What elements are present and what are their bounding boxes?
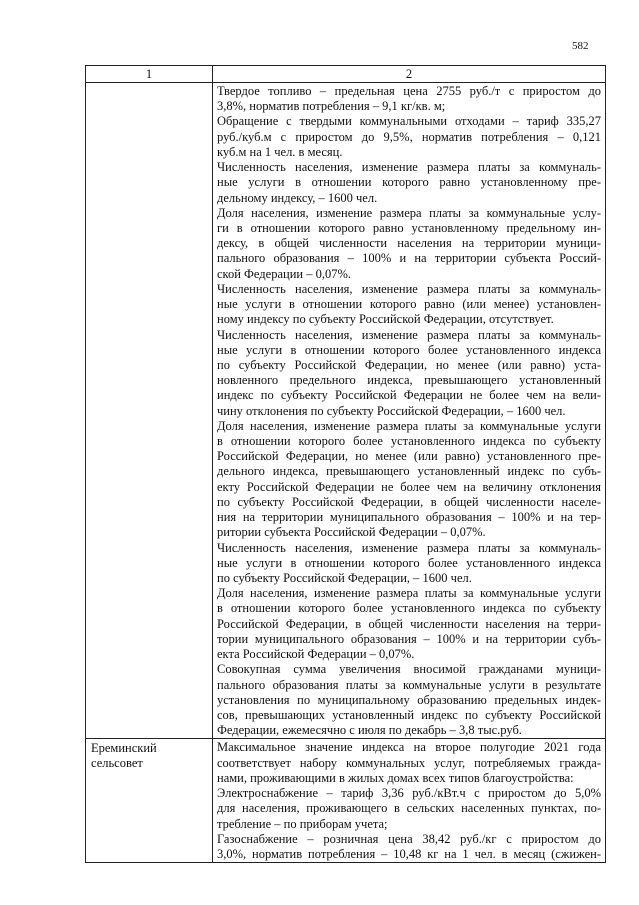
text-line: сов, превышающих установленный индекс по субъекту Российской [217,707,601,722]
text-line: для населения, проживающего в сельских населенных пунктах, по- [217,801,601,816]
text-line: дексу, в общей численности населения на территории муници- [217,236,601,251]
text-line: Российской Федерации, в общей численности населения на терри- [217,616,601,631]
text-line: куб.м на 1 чел. в месяц. [217,144,343,159]
text-line: индекс по субъекту Российской Федерации не более чем на вели- [217,388,601,403]
description-cell [213,739,606,863]
text-line: ги в отношении которого равно установленному предельному ин- [217,220,601,235]
text-line: Электроснабжение – тариф 3,36 руб./кВт.ч с приростом до 5,0% [217,786,601,801]
text-line: Доля населения, изменение размера платы за коммунальные услуги [217,418,601,433]
municipality-name-cell [86,83,213,739]
table-row [86,83,606,739]
text-line: Численность населения, изменение размера платы за коммуналь- [217,327,601,342]
text-line: ные услуги в отношении которого равно установленному пре- [217,175,601,190]
text-line: Численность населения, изменение размера платы за коммуналь- [217,281,601,296]
text-line: ному индексу по субъекту Российской Федерации, отсутствует. [217,312,554,327]
table-header-row [86,66,606,83]
text-line: Газоснабжение – розничная цена 38,42 руб./кг с приростом до [217,831,601,846]
text-line: руб./куб.м с приростом до 9,5%, норматив потребления – 0,121 [217,129,601,144]
text-line: установления по муниципальному образованию предельных индек- [217,692,601,707]
text-line: екта Российской Федерации – 0,07%. [217,647,415,662]
text-line: пального образования – 100% и на территории субъекта Россий- [217,251,601,266]
text-line: Федерации, ежемесячно с июля по декабрь – 3,8 тыс.руб. [217,723,522,738]
text-line: Численность населения, изменение размера платы за коммуналь- [217,540,601,555]
text-line: Доля населения, изменение размера платы за коммунальные услу- [217,205,601,220]
table-row [86,739,606,863]
column-header-2: 2 [213,66,606,83]
municipality-name-cell [86,739,213,863]
text-line: соответствует набору коммунальных услуг, потребляемых гражда- [217,755,601,770]
text-line: чину отклонения по субъекту Российской Федерации, – 1600 чел. [217,403,566,418]
text-line: Максимальное значение индекса на второе полугодие 2021 года [217,740,601,755]
text-line: по субъекту Российской Федерации, в общей численности населе- [217,494,601,509]
text-line: ритории субъекта Российской Федерации – 0,07%. [217,525,486,540]
text-line: Доля населения, изменение размера платы за коммунальные услуги [217,586,601,601]
column-header-1: 1 [86,66,213,83]
text-line: пального образования платы за коммунальные услуги в результате [217,677,601,692]
text-line: по субъекту Российской Федерации, – 1600 чел. [217,571,472,585]
page-number: 582 [572,40,589,52]
text-line: ния на территории муниципального образования – 100% и на тер- [217,510,601,525]
text-line: Численность населения, изменение размера платы за коммуналь- [217,160,601,175]
text-line: екту Российской Федерации не более чем на величину отклонения [217,479,601,494]
description-cell [213,83,606,739]
text-line: ные услуги в отношении которого равно (или менее) установлен- [217,297,601,312]
document-table [85,65,606,863]
text-line: Совокупная сумма увеличения вносимой гражданами муници- [217,662,601,677]
text-line: в отношении которого более установленного индекса по субъекту [217,601,601,616]
text-line: Российской Федерации, но менее (или равно) установленного пре- [217,449,601,464]
text-line: ные услуги в отношении которого более установленного индекса [217,555,601,570]
text-line: ные услуги в отношении которого более установленного индекса [217,342,601,357]
text-line: по субъекту Российской Федерации, но менее (или равно) уста- [217,357,601,372]
text-line: ской Федерации – 0,07%. [217,266,351,281]
text-line: тории муниципального образования – 100% и на территории субъ- [217,631,601,646]
text-line: 3,8%, норматив потребления – 9,1 кг/кв. м; [217,99,446,114]
municipality-name-line: сельсовет [91,756,143,771]
text-line: 3,0%, норматив потребления – 10,48 кг на 1 чел. в месяц (сжижен- [217,846,601,861]
text-line: Твердое топливо – предельная цена 2755 руб./т с приростом до [217,84,601,98]
text-line: Обращение с твердыми коммунальными отходами – тариф 335,27 [217,114,601,129]
text-line: в отношении которого более установленного индекса по субъекту [217,434,601,449]
text-line: требление – по приборам учета; [217,816,388,831]
text-line: дельного индекса, превышающего установленный индекс по субъ- [217,464,601,479]
text-line: дельному индексу, – 1600 чел. [217,190,378,205]
municipality-name-line: Ереминский [91,741,157,756]
text-line: нами, проживающими в жилых домах всех типов благоустройства: [217,770,574,785]
text-line: новленного предельного индекса, превышающего установленный [217,373,601,388]
